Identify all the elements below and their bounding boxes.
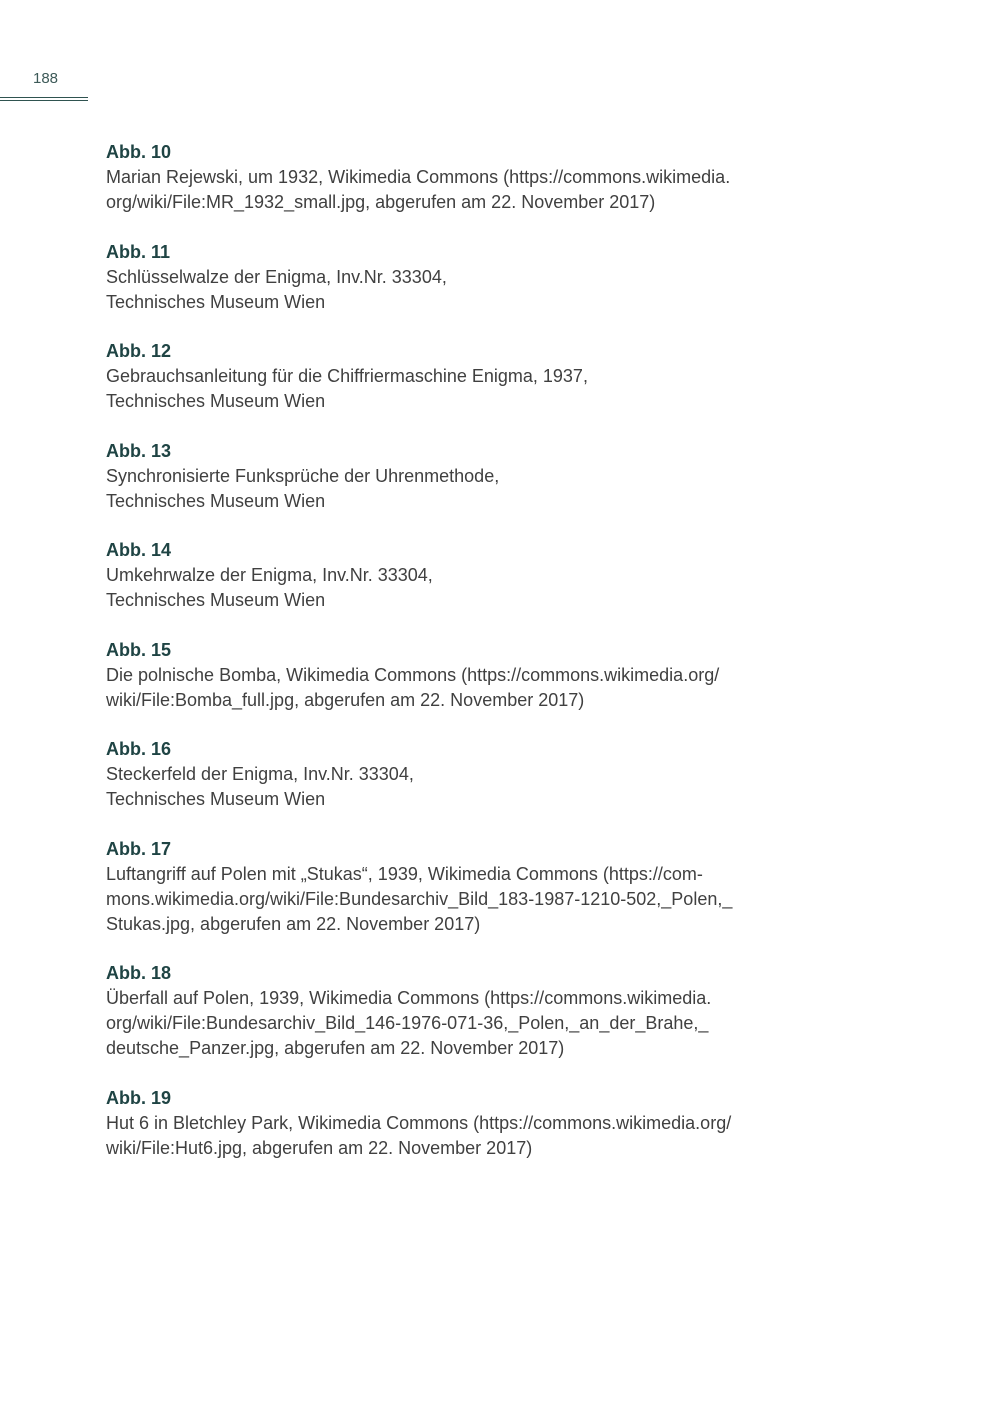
credit-entry (106, 638, 806, 713)
credit-text: Überfall auf Polen, 1939, Wikimedia Commons (https://commons.wikimedia. (106, 988, 712, 1008)
credit-entry (106, 1086, 806, 1161)
figure-label: Abb. 19 (106, 1087, 172, 1108)
credit-text: Technisches Museum Wien (106, 291, 326, 312)
credit-text: Hut 6 in Bletchley Park, Wikimedia Commons (https://commons.wikimedia.org/ (106, 1112, 732, 1133)
credit-entry (106, 837, 806, 937)
credit-text: Die polnische Bomba, Wikimedia Commons (https://commons.wikimedia.org/ (106, 664, 720, 685)
credit-text: Schlüsselwalze der Enigma, Inv.Nr. 33304, (106, 266, 447, 287)
credit-entry (106, 439, 806, 514)
figure-label: Abb. 11 (106, 241, 171, 262)
credit-entry (106, 961, 806, 1061)
credit-entry (106, 538, 806, 613)
credit-text: org/wiki/File:MR_1932_small.jpg, abgerufen am 22. November 2017) (106, 192, 656, 212)
figure-label: Abb. 17 (106, 838, 172, 859)
figure-label: Abb. 10 (106, 142, 172, 162)
figure-label: Abb. 16 (106, 739, 172, 759)
credit-text: mons.wikimedia.org/wiki/File:Bundesarchiv_Bild_183-1987-1210-502,_Polen,_ (106, 888, 733, 909)
credit-text: Marian Rejewski, um 1932, Wikimedia Commons (https://commons.wikimedia. (106, 167, 731, 187)
credit-text: deutsche_Panzer.jpg, abgerufen am 22. November 2017) (106, 1038, 565, 1058)
credit-text: Synchronisierte Funksprüche der Uhrenmethode, (106, 465, 500, 486)
credit-entry (106, 339, 806, 414)
credit-text: org/wiki/File:Bundesarchiv_Bild_146-1976-071-36,_Polen,_an_der_Brahe,_ (106, 1013, 709, 1033)
credit-text: Luftangriff auf Polen mit „Stukas“, 1939, Wikimedia Commons (https://com- (106, 863, 703, 884)
credit-entry (106, 140, 806, 215)
credit-text: Umkehrwalze der Enigma, Inv.Nr. 33304, (106, 565, 433, 585)
figure-label: Abb. 14 (106, 540, 172, 560)
credit-text: Gebrauchsanleitung für die Chiffriermaschine Enigma, 1937, (106, 366, 588, 386)
figure-label: Abb. 15 (106, 639, 172, 660)
figure-label: Abb. 18 (106, 963, 172, 983)
credit-text: Stukas.jpg, abgerufen am 22. November 2017) (106, 913, 481, 934)
credit-text: wiki/File:Hut6.jpg, abgerufen am 22. November 2017) (106, 1137, 533, 1158)
credit-text: Steckerfeld der Enigma, Inv.Nr. 33304, (106, 764, 414, 784)
credit-text: wiki/File:Bomba_full.jpg, abgerufen am 22. November 2017) (106, 689, 585, 710)
credit-text: Technisches Museum Wien (106, 789, 326, 809)
figure-credits-list (106, 140, 806, 1185)
credit-text: Technisches Museum Wien (106, 490, 326, 511)
figure-label: Abb. 13 (106, 440, 172, 461)
figure-label: Abb. 12 (106, 341, 172, 361)
credit-entry (106, 240, 806, 315)
credit-entry (106, 737, 806, 812)
credit-text: Technisches Museum Wien (106, 391, 326, 411)
header-rule (0, 97, 88, 101)
credit-text: Technisches Museum Wien (106, 590, 326, 610)
page-number: 188 (33, 70, 59, 87)
